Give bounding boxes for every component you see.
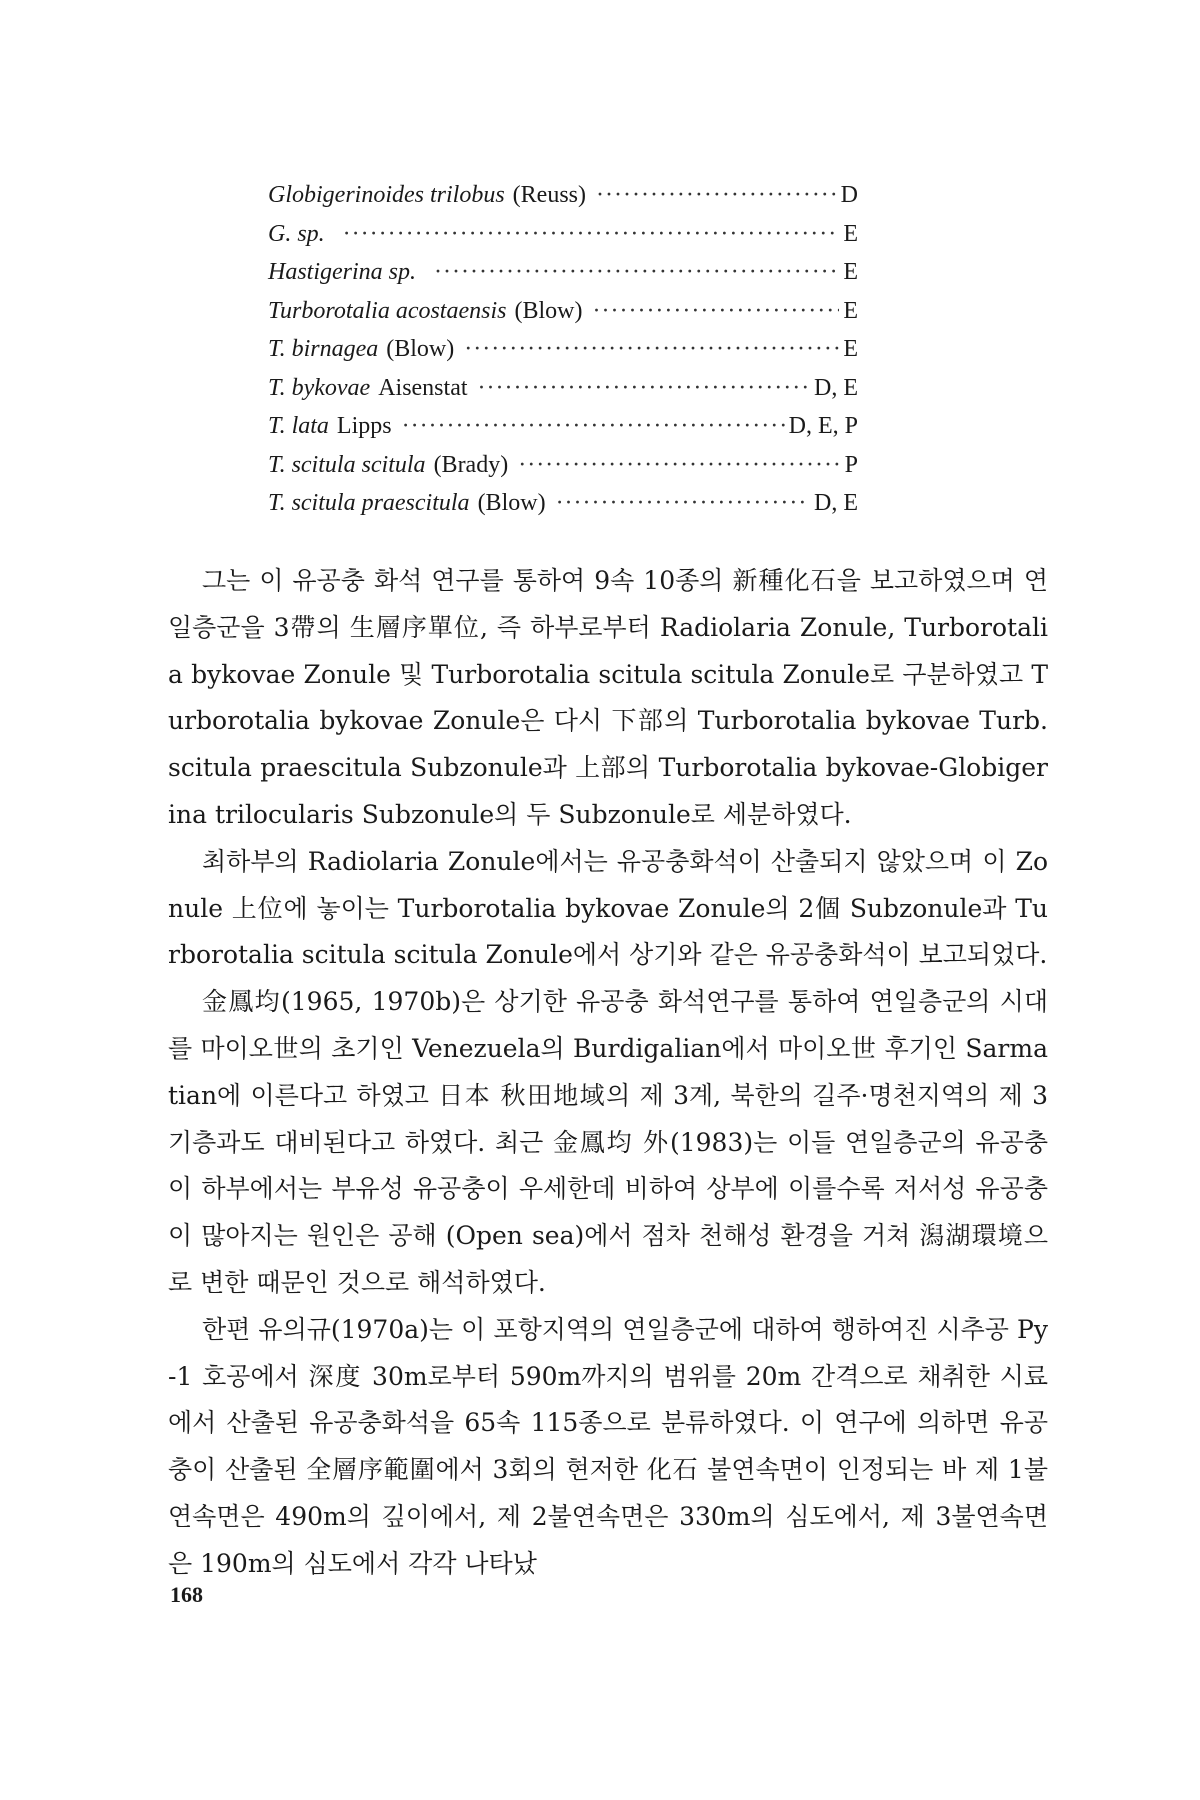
species-row	[268, 182, 858, 221]
occurrence-code: D, E	[814, 490, 858, 516]
paragraph: 그는 이 유공충 화석 연구를 통하여 9속 10종의 新種化石을 보고하였으며 연일층군을 3帶의 生層序單位, 즉 하부로부터 Radiolaria Zonule, Turborotalia bykovae Zonule 및 Turborotalia scitula scitula Zonule로 구분하였고 Turborotalia bykovae Zonule은 다시 下部의 Turborotalia bykovae Turb. scitula praescitula Subzonule과 上部의 Turborotalia bykovae-Globigerina trilocularis Subzonule의 두 Subzonule로 세분하였다.	[168, 566, 1048, 829]
paragraph: 金鳳均(1965, 1970b)은 상기한 유공충 화석연구를 통하여 연일층군의 시대를 마이오世의 초기인 Venezuela의 Burdigalian에서 마이오世 후기인 Sarmatian에 이른다고 하였고 日本 秋田地域의 제 3계, 북한의 길주·명천지역의 제 3기층과도 대비된다고 하였다. 최근 金鳳均 外(1983)는 이들 연일층군의 유공충이 하부에서는 부유성 유공충이 우세한데 비하여 상부에 이를수록 저서성 유공충이 많아지는 원인은 공해 (Open sea)에서 점차 천해성 환경을 거쳐 潟湖環境으로 변한 때문인 것으로 해석하였다.	[168, 987, 1048, 1297]
species-name: Globigerinoides trilobus	[268, 182, 505, 208]
species-row	[268, 336, 858, 375]
dot-leader	[478, 375, 810, 402]
dot-leader	[434, 259, 839, 286]
occurrence-code: E	[843, 220, 858, 247]
dot-leader	[402, 413, 785, 440]
species-name: Turborotalia acostaensis	[268, 297, 507, 324]
species-author: (Reuss)	[512, 182, 586, 208]
dot-leader	[518, 452, 840, 479]
occurrence-code: E	[843, 297, 858, 324]
species-row	[268, 221, 858, 260]
occurrence-code: D, E, P	[788, 413, 858, 439]
species-name: G. sp.	[268, 220, 325, 247]
species-name: T. scitula scitula	[268, 451, 426, 478]
dot-leader	[592, 298, 839, 325]
dot-leader	[596, 182, 837, 209]
species-author: (Blow)	[386, 336, 455, 362]
species-row	[268, 298, 858, 337]
species-name: T. birnagea	[268, 336, 379, 362]
occurrence-code: D	[840, 182, 858, 208]
occurrence-code: D, E	[814, 374, 858, 401]
dot-leader	[556, 490, 810, 517]
paragraph: 최하부의 Radiolaria Zonule에서는 유공충화석이 산출되지 않았으며 이 Zonule 上位에 놓이는 Turborotalia bykovae Zonule의 2個 Subzonule과 Turborotalia scitula scitula Zonule에서 상기와 같은 유공충화석이 보고되었다.	[168, 846, 1048, 970]
species-row	[268, 490, 858, 529]
species-author: (Blow)	[514, 297, 583, 324]
species-name: Hastigerina sp.	[268, 259, 417, 285]
dot-leader	[343, 221, 840, 248]
species-author: Lipps	[336, 413, 392, 439]
body-text	[168, 558, 1048, 1588]
occurrence-code: E	[843, 336, 858, 362]
species-author: (Brady)	[433, 451, 509, 478]
page-number: 168	[170, 1582, 203, 1607]
species-row	[268, 375, 858, 414]
occurrence-code: E	[843, 259, 858, 285]
paragraph: 한편 유의규(1970a)는 이 포항지역의 연일층군에 대하여 행하여진 시추공 Py-1 호공에서 深度 30m로부터 590m까지의 범위를 20m 간격으로 채취한 시료에서 산출된 유공충화석을 65속 115종으로 분류하였다. 이 연구에 의하면 유공충이 산출된 全層序範圍에서 3회의 현저한 化石 불연속면이 인정되는 바 제 1불연속면은 490m의 깊이에서, 제 2불연속면은 330m의 심도에서, 제 3불연속면은 190m의 심도에서 각각 나타났	[168, 1314, 1048, 1578]
species-row	[268, 452, 858, 491]
species-author: (Blow)	[477, 490, 546, 516]
species-author: Aisenstat	[378, 374, 468, 401]
species-row	[268, 413, 858, 452]
dot-leader	[464, 336, 839, 363]
species-name: T. lata	[268, 413, 329, 439]
species-list	[268, 182, 858, 529]
species-name: T. scitula praescitula	[268, 490, 470, 516]
species-row	[268, 259, 858, 298]
species-name: T. bykovae	[268, 374, 371, 401]
occurrence-code: P	[844, 451, 858, 478]
